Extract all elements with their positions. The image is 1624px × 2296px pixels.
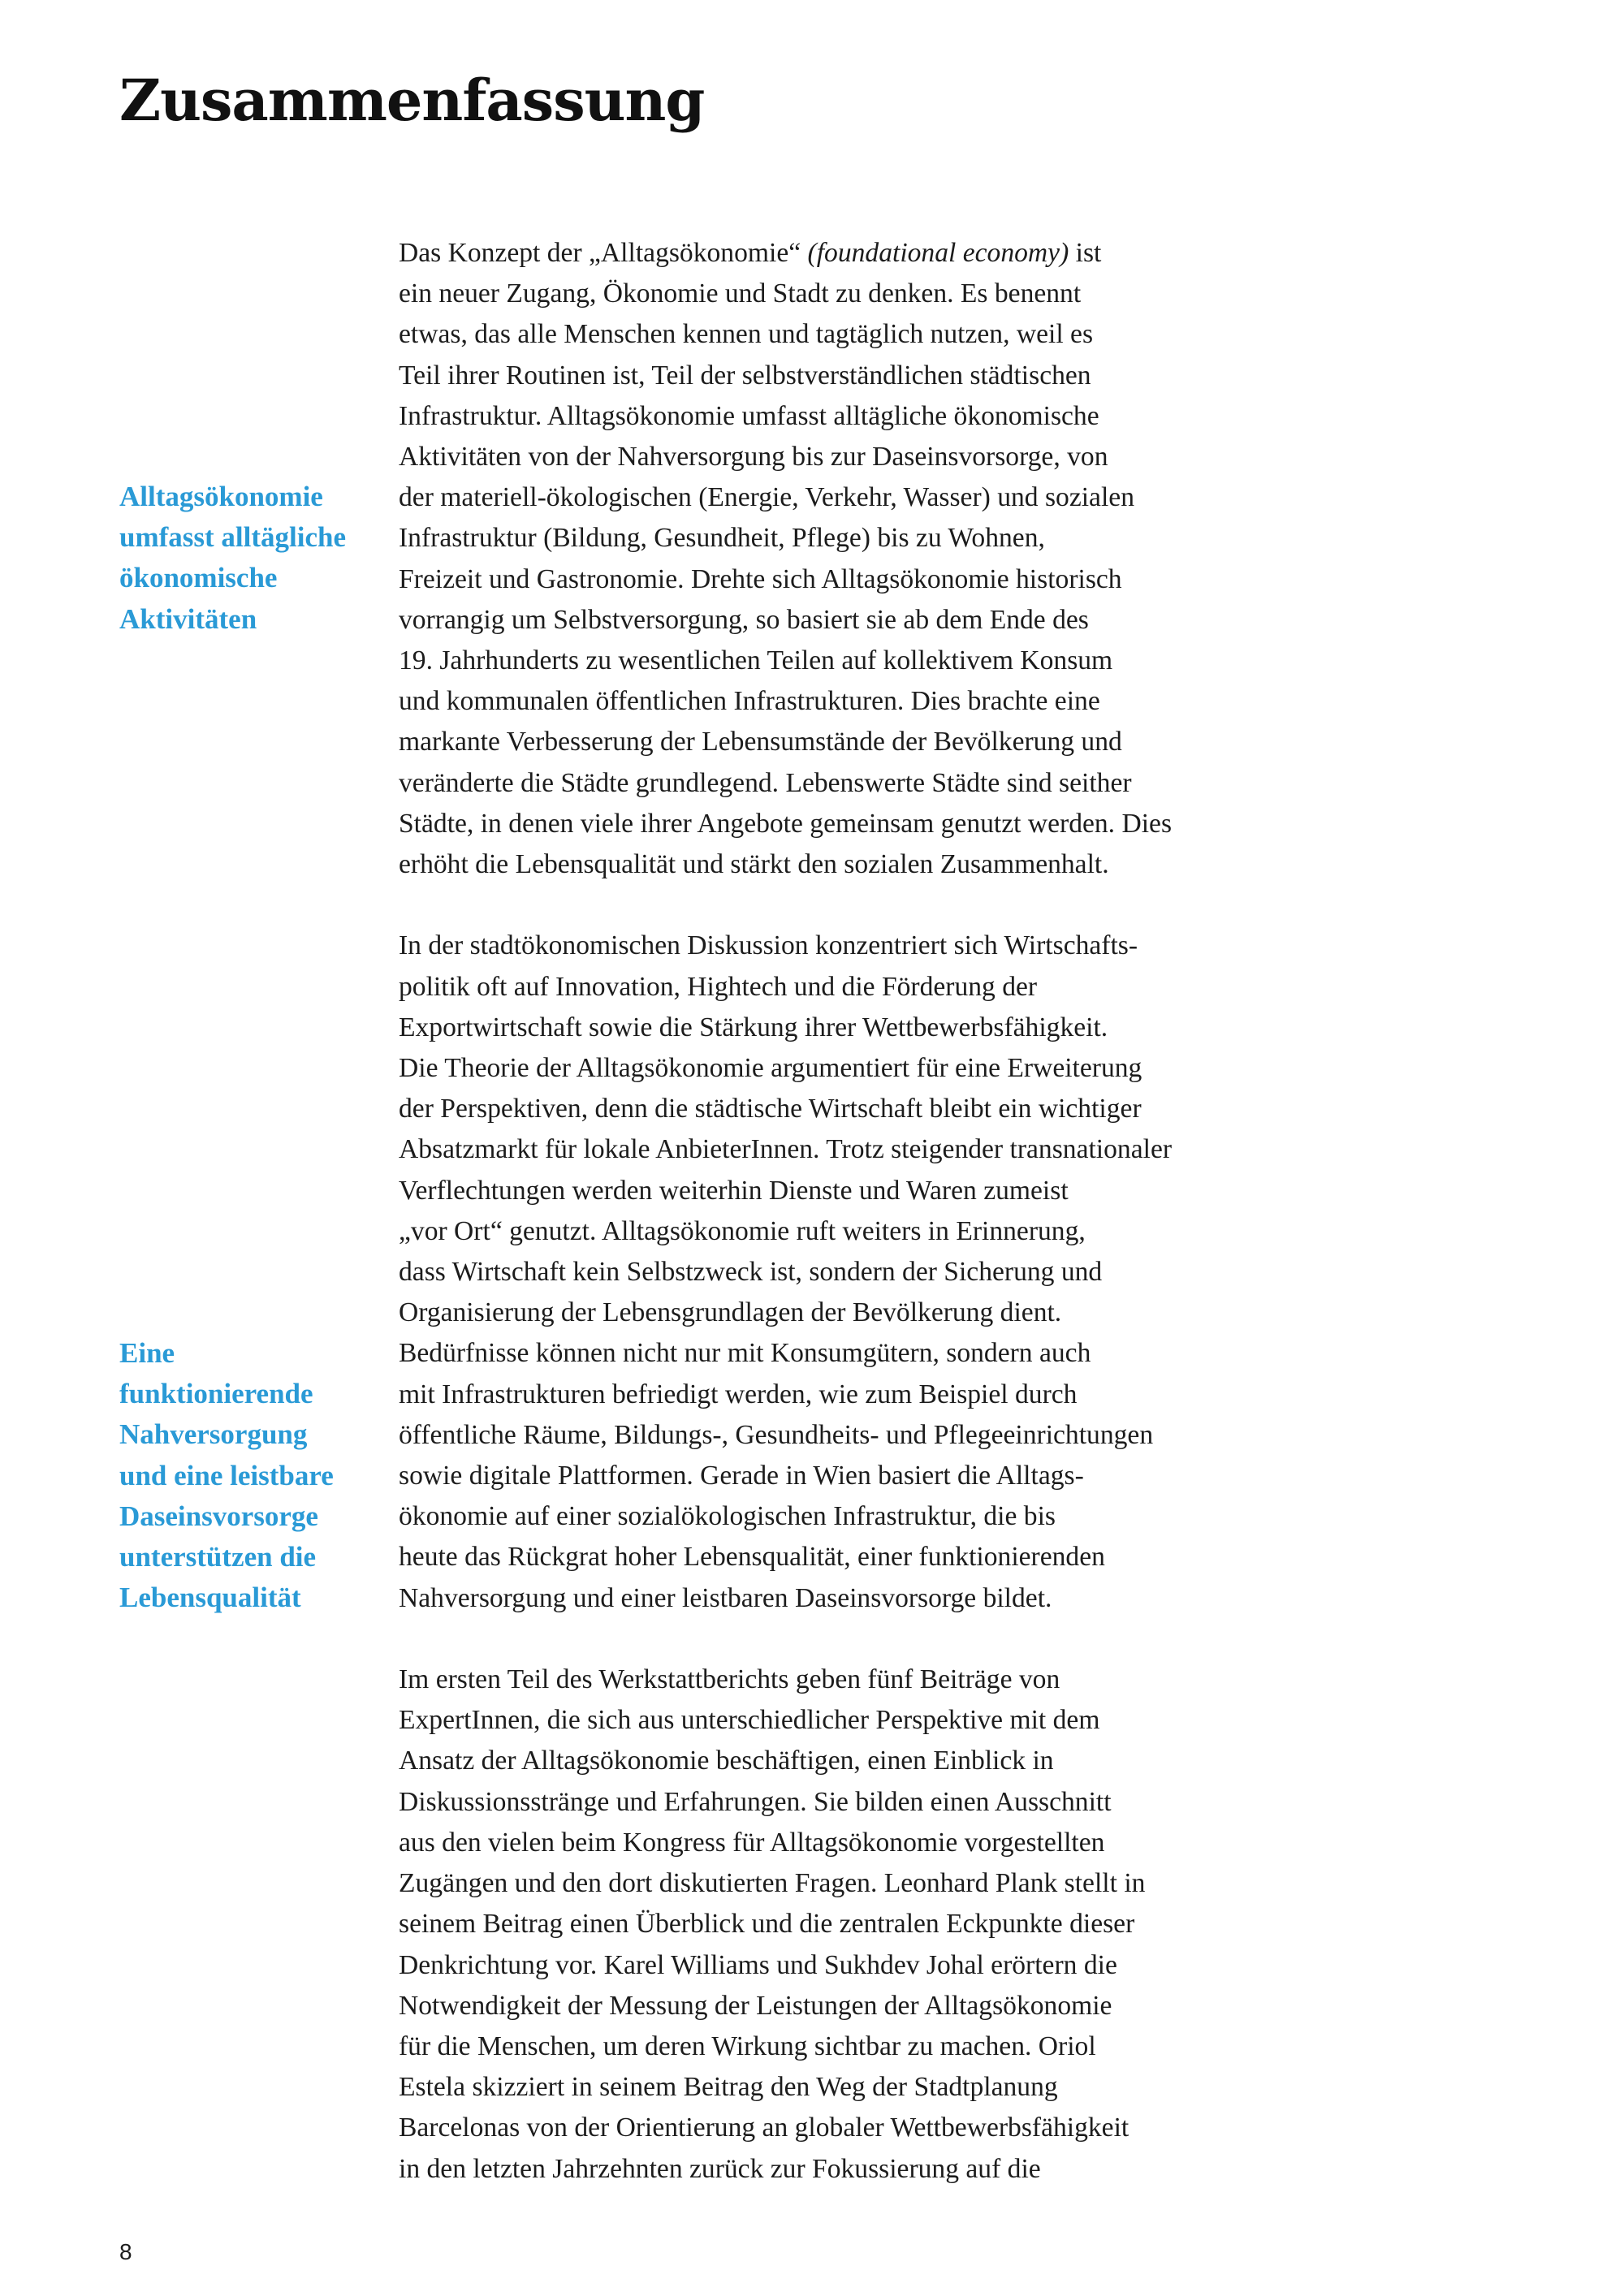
margin-note-line: Daseinsvorsorge	[119, 1500, 318, 1532]
paragraph-stadtoekonomie	[399, 926, 1332, 1618]
paragraph-line: ökonomie auf einer sozialökologischen Infrastruktur, die bis	[399, 1501, 1056, 1532]
margin-note-line: Aktivitäten	[119, 602, 257, 635]
paragraph-line: Infrastruktur (Bildung, Gesundheit, Pflege) bis zu Wohnen,	[399, 523, 1045, 554]
paragraph-line: mit Infrastrukturen befriedigt werden, wie zum Beispiel durch	[399, 1379, 1078, 1409]
paragraph-line: Nahversorgung und einer leistbaren Daseinsvorsorge bildet.	[399, 1582, 1052, 1613]
paragraph-line: Freizeit und Gastronomie. Drehte sich Alltagsökonomie historisch	[399, 563, 1122, 594]
margin-note-nahversorgung	[119, 1333, 387, 1618]
margin-note-line: ökonomische	[119, 562, 278, 594]
paragraph-line: etwas, das alle Menschen kennen und tagtäglich nutzen, weil es	[399, 319, 1094, 350]
paragraph-line: vorrangig um Selbstversorgung, so basiert sie ab dem Ende des	[399, 604, 1089, 635]
paragraph-line: der materiell-ökologischen (Energie, Verkehr, Wasser) und sozialen	[399, 482, 1134, 513]
paragraph-line: erhöht die Lebensqualität und stärkt den sozialen Zusammenhalt.	[399, 849, 1109, 880]
paragraph-line: und kommunalen öffentlichen Infrastrukturen. Dies brachte eine	[399, 686, 1100, 717]
paragraph-line: Verflechtungen werden weiterhin Dienste und Waren zumeist	[399, 1175, 1069, 1206]
margin-note-line: Nahversorgung	[119, 1418, 308, 1451]
paragraph-line: Notwendigkeit der Messung der Leistungen der Alltagsökonomie	[399, 1990, 1112, 2021]
paragraph-line: Organisierung der Lebensgrundlagen der Bevölkerung dient.	[399, 1297, 1062, 1328]
margin-note-line: Lebensqualität	[119, 1582, 301, 1614]
paragraph-line: In der stadtökonomischen Diskussion konzentriert sich Wirtschafts-	[399, 930, 1138, 961]
paragraph-line: Teil ihrer Routinen ist, Teil der selbstverständlichen städtischen	[399, 360, 1091, 391]
paragraph-line: seinem Beitrag einen Überblick und die zentralen Eckpunkte dieser	[399, 1909, 1135, 1940]
paragraph-werkstattbericht	[399, 1659, 1332, 2190]
paragraph-line: heute das Rückgrat hoher Lebensqualität, einer funktionierenden	[399, 1542, 1105, 1573]
italic-term: (foundational economy)	[807, 238, 1069, 268]
margin-note-line: unterstützen die	[119, 1541, 317, 1573]
paragraph-line: ein neuer Zugang, Ökonomie und Stadt zu denken. Es benennt	[399, 278, 1082, 309]
paragraph-line: „vor Ort“ genutzt. Alltagsökonomie ruft weiters in Erinnerung,	[399, 1215, 1086, 1246]
paragraph-line: in den letzten Jahrzehnten zurück zur Fokussierung auf die	[399, 2153, 1041, 2184]
paragraph-line: Barcelonas von der Orientierung an globaler Wettbewerbsfähigkeit	[399, 2113, 1129, 2143]
margin-note-line: funktionierende	[119, 1378, 313, 1410]
margin-note-line: und eine leistbare	[119, 1459, 334, 1491]
paragraph-line: Exportwirtschaft sowie die Stärkung ihrer Wettbewerbsfähigkeit.	[399, 1012, 1108, 1042]
paragraph-line: 19. Jahrhunderts zu wesentlichen Teilen auf kollektivem Konsum	[399, 645, 1113, 676]
paragraph-line: der Perspektiven, denn die städtische Wirtschaft bleibt ein wichtiger	[399, 1094, 1142, 1124]
paragraph-line: Zugängen und den dort diskutierten Fragen. Leonhard Plank stellt in	[399, 1868, 1146, 1899]
paragraph-line: Diskussionsstränge und Erfahrungen. Sie bilden einen Ausschnitt	[399, 1786, 1112, 1817]
paragraph-line: Infrastruktur. Alltagsökonomie umfasst alltägliche ökonomische	[399, 400, 1099, 431]
paragraph-line: Städte, in denen viele ihrer Angebote gemeinsam genutzt werden. Dies	[399, 808, 1173, 839]
paragraph-line: Die Theorie der Alltagsökonomie argumentiert für eine Erweiterung	[399, 1053, 1142, 1084]
paragraph-line: Estela skizziert in seinem Beitrag den Weg der Stadtplanung	[399, 2072, 1058, 2103]
page-title: Zusammenfassung	[119, 67, 705, 134]
paragraph-line: ExpertInnen, die sich aus unterschiedlicher Perspektive mit dem	[399, 1705, 1100, 1736]
paragraph-line: Absatzmarkt für lokale AnbieterInnen. Trotz steigender transnationaler	[399, 1134, 1173, 1165]
paragraph-line: aus den vielen beim Kongress für Alltagsökonomie vorgestellten	[399, 1827, 1105, 1858]
margin-note-line: Alltagsökonomie	[119, 481, 323, 512]
margin-note-line: Eine	[119, 1337, 175, 1369]
paragraph-line: dass Wirtschaft kein Selbstzweck ist, sondern der Sicherung und	[399, 1257, 1103, 1288]
paragraph-line: markante Verbesserung der Lebensumstände der Bevölkerung und	[399, 727, 1122, 757]
paragraph-line: für die Menschen, um deren Wirkung sichtbar zu machen. Oriol	[399, 2031, 1096, 2061]
paragraph-line: sowie digitale Plattformen. Gerade in Wien basiert die Alltags-	[399, 1461, 1084, 1491]
paragraph-line: veränderte die Städte grundlegend. Lebenswerte Städte sind seither	[399, 767, 1132, 798]
margin-note-alltagsoekonomie	[119, 477, 387, 640]
paragraph-line: politik oft auf Innovation, Hightech und die Förderung der	[399, 971, 1038, 1002]
paragraph-line: Im ersten Teil des Werkstattberichts geben fünf Beiträge von	[399, 1664, 1060, 1695]
text-segment: Das Konzept der „Alltagsökonomie“	[399, 238, 808, 268]
paragraph-line: Bedürfnisse können nicht nur mit Konsumgütern, sondern auch	[399, 1338, 1091, 1369]
margin-note-line: umfasst alltägliche	[119, 521, 347, 554]
page-number: 8	[119, 2239, 132, 2264]
paragraph-line: Denkrichtung vor. Karel Williams und Sukhdev Johal erörtern die	[399, 1949, 1117, 1980]
paragraph-line: Ansatz der Alltagsökonomie beschäftigen, einen Einblick in	[399, 1746, 1054, 1776]
paragraph-intro	[399, 233, 1332, 885]
body-text-column	[399, 233, 1332, 2230]
text-segment: ist	[1069, 238, 1102, 268]
paragraph-line: Aktivitäten von der Nahversorgung bis zur Daseinsvorsorge, von	[399, 442, 1108, 473]
paragraph-line: öffentliche Räume, Bildungs-, Gesundheits- und Pflegeeinrichtungen	[399, 1419, 1154, 1450]
paragraph-line-first	[399, 233, 1332, 274]
